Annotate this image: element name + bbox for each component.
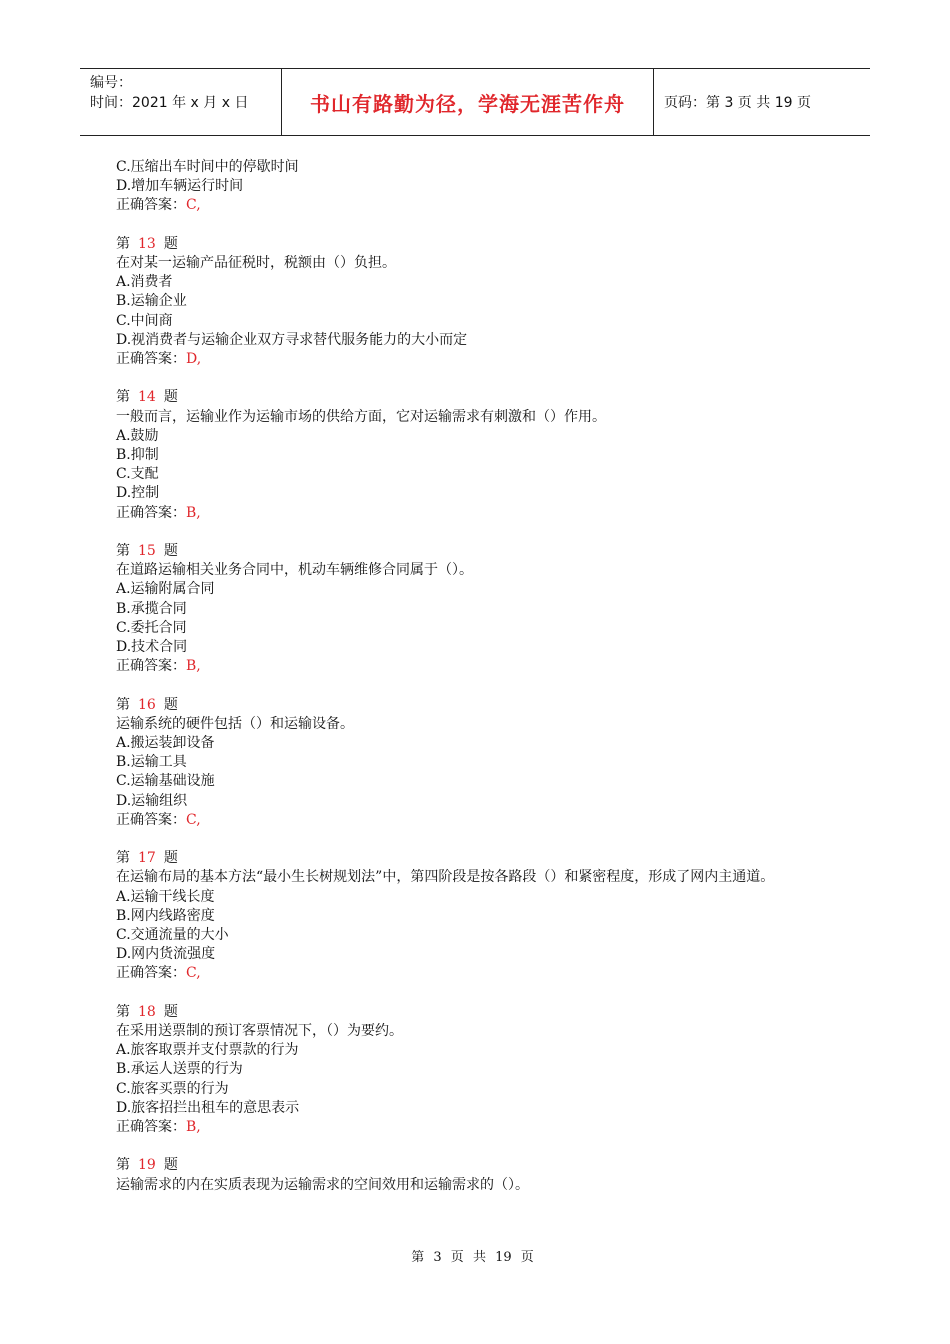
footer-mid2: 共	[472, 1250, 486, 1265]
spacer	[116, 830, 826, 849]
answer-value: C,	[186, 811, 201, 828]
question-heading	[116, 1156, 826, 1175]
option-item: C.支配	[116, 466, 159, 483]
option-item: C.旅客买票的行为	[116, 1080, 229, 1097]
page-footer	[0, 1246, 950, 1265]
spacer	[116, 676, 826, 695]
spacer	[116, 1137, 826, 1156]
answer-label: 正确答案：	[116, 1119, 186, 1136]
option-item: A.运输附属合同	[116, 581, 215, 598]
question-heading	[116, 235, 826, 254]
header-motto: 书山有路勤为径，学海无涯苦作舟	[310, 91, 625, 116]
question-label-post: 题	[163, 1157, 178, 1174]
question-label-pre: 第	[116, 389, 130, 406]
question-number: 14	[138, 389, 156, 406]
option-item: B.承揽合同	[116, 600, 187, 617]
spacer	[116, 523, 826, 542]
spacer	[116, 216, 826, 235]
question-stem: 在对某一运输产品征税时，税额由（）负担。	[116, 255, 396, 271]
header-page-number: 页码：第 3 页 共 19 页	[664, 95, 811, 111]
spacer	[116, 369, 826, 388]
option-item: D.运输组织	[116, 792, 188, 809]
option-item: C.中间商	[116, 312, 173, 329]
option-item: A.鼓励	[116, 427, 159, 444]
option-item: A.运输干线长度	[116, 888, 215, 905]
answer-line	[116, 811, 826, 830]
question-stem: 在采用送票制的预订客票情况下，（）为要约。	[116, 1023, 403, 1040]
answer-value: D,	[186, 351, 202, 368]
footer-mid1: 页	[450, 1250, 464, 1265]
answer-label: 正确答案：	[116, 811, 186, 828]
header-motto-cell	[282, 69, 654, 135]
option-item: B.抑制	[116, 447, 159, 464]
option-item: C.压缩出车时间中的停歇时间	[116, 159, 299, 175]
question-heading	[116, 1003, 826, 1022]
question-number: 18	[138, 1003, 156, 1020]
option-item: A.旅客取票并支付票款的行为	[116, 1042, 299, 1059]
question-list	[116, 158, 826, 1195]
footer-total-pages: 19	[495, 1250, 512, 1265]
answer-line	[116, 350, 826, 369]
option-item: D.增加车辆运行时间	[116, 178, 244, 195]
option-item: C.运输基础设施	[116, 773, 215, 790]
question-stem: 一般而言，运输业作为运输市场的供给方面，它对运输需求有刺激和（）作用。	[116, 408, 606, 425]
option-item: C.委托合同	[116, 619, 187, 636]
answer-value: C,	[186, 197, 201, 214]
question-stem: 运输系统的硬件包括（）和运输设备。	[116, 715, 354, 732]
question-label-pre: 第	[116, 1157, 130, 1174]
question-heading	[116, 388, 826, 407]
question-label-pre: 第	[116, 696, 130, 713]
answer-line	[116, 196, 826, 215]
answer-value: B,	[186, 504, 201, 521]
option-item: B.运输企业	[116, 293, 187, 310]
answer-line	[116, 657, 826, 676]
answer-label: 正确答案：	[116, 197, 186, 214]
question-stem: 在道路运输相关业务合同中，机动车辆维修合同属于（）。	[116, 562, 473, 579]
question-label-post: 题	[163, 850, 178, 867]
option-item: B.运输工具	[116, 754, 187, 771]
answer-value: B,	[186, 658, 201, 675]
header-page-cell	[654, 69, 870, 135]
header-meta	[80, 69, 282, 135]
question-number: 13	[138, 235, 156, 252]
question-heading	[116, 849, 826, 868]
answer-label: 正确答案：	[116, 658, 186, 675]
footer-current-page: 3	[433, 1250, 442, 1265]
option-item: D.网内货流强度	[116, 946, 216, 963]
answer-value: C,	[186, 965, 201, 982]
question-number: 15	[138, 543, 156, 560]
footer-post: 页	[520, 1250, 534, 1265]
answer-label: 正确答案：	[116, 965, 186, 982]
question-label-post: 题	[163, 543, 178, 560]
option-item: C.交通流量的大小	[116, 927, 229, 944]
answer-line	[116, 964, 826, 983]
option-item: D.旅客招拦出租车的意思表示	[116, 1099, 300, 1116]
question-heading	[116, 542, 826, 561]
answer-label: 正确答案：	[116, 351, 186, 368]
answer-line	[116, 504, 826, 523]
option-item: B.网内线路密度	[116, 907, 215, 924]
question-label-post: 题	[163, 235, 178, 252]
question-stem: 运输需求的内在实质表现为运输需求的空间效用和运输需求的（）。	[116, 1176, 529, 1193]
question-label-post: 题	[163, 696, 178, 713]
question-label-pre: 第	[116, 543, 130, 560]
question-label-pre: 第	[116, 1003, 130, 1020]
question-label-pre: 第	[116, 850, 130, 867]
option-item: B.承运人送票的行为	[116, 1061, 243, 1078]
question-stem: 在运输布局的基本方法“最小生长树规划法”中，第四阶段是按各路段（）和紧密程度，形成了网内主通道。	[116, 869, 775, 886]
option-item: D.视消费者与运输企业双方寻求替代服务能力的大小而定	[116, 331, 468, 348]
question-label-pre: 第	[116, 235, 130, 252]
spacer	[116, 984, 826, 1003]
option-item: D.技术合同	[116, 639, 188, 656]
header-date: 时间：2021 年 x 月 x 日	[90, 95, 249, 111]
question-label-post: 题	[163, 389, 178, 406]
header-serial: 编号：	[90, 75, 132, 91]
option-item: D.控制	[116, 485, 160, 502]
question-number: 17	[138, 850, 156, 867]
option-item: A.搬运装卸设备	[116, 735, 215, 752]
page-header	[80, 68, 870, 136]
question-number: 16	[138, 696, 156, 713]
question-label-post: 题	[163, 1003, 178, 1020]
answer-value: B,	[186, 1119, 201, 1136]
question-number: 19	[138, 1157, 156, 1174]
option-item: A.消费者	[116, 274, 173, 291]
answer-label: 正确答案：	[116, 504, 186, 521]
question-heading	[116, 696, 826, 715]
answer-line	[116, 1118, 826, 1137]
footer-pre: 第	[411, 1250, 425, 1265]
